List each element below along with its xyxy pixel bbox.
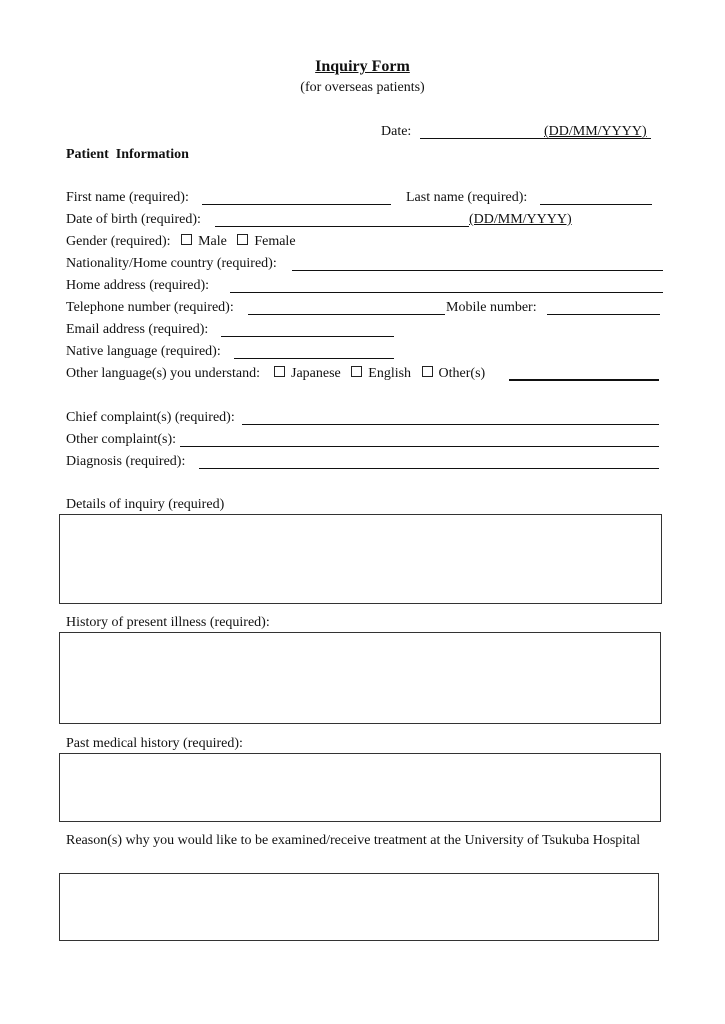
- dob-format-hint: (DD/MM/YYYY): [469, 212, 572, 227]
- native-language-field[interactable]: [234, 342, 394, 359]
- gender-male-checkbox[interactable]: [181, 234, 192, 245]
- email-field[interactable]: [221, 320, 394, 337]
- reason-textarea[interactable]: [59, 873, 659, 941]
- details-textarea[interactable]: [59, 514, 662, 604]
- chief-complaint-field[interactable]: [242, 408, 659, 425]
- gender-female-checkbox[interactable]: [237, 234, 248, 245]
- dob-label: Date of birth (required):: [66, 212, 201, 227]
- history-present-label: History of present illness (required):: [66, 615, 270, 630]
- lang-english-label: English: [368, 366, 412, 381]
- last-name-label: Last name (required):: [406, 190, 528, 205]
- page-subtitle: (for overseas patients): [300, 80, 425, 95]
- past-history-textarea[interactable]: [59, 753, 661, 822]
- date-label: Date:: [381, 124, 412, 139]
- lang-others-field[interactable]: [509, 363, 659, 381]
- first-name-label: First name (required):: [66, 190, 189, 205]
- email-label: Email address (required):: [66, 322, 209, 337]
- other-complaints-label: Other complaint(s):: [66, 432, 177, 447]
- mobile-field[interactable]: [547, 298, 660, 315]
- lang-others-label: Other(s): [438, 366, 486, 381]
- other-languages-row: [66, 365, 485, 383]
- first-name-field[interactable]: [202, 188, 391, 205]
- home-address-field[interactable]: [230, 276, 663, 293]
- gender-row: [66, 233, 296, 251]
- home-address-label: Home address (required):: [66, 278, 210, 293]
- history-present-textarea[interactable]: [59, 632, 661, 724]
- reason-label: Reason(s) why you would like to be examined/receive treatment at the University of Tsukuba Hospital: [66, 833, 641, 848]
- dob-field[interactable]: [215, 210, 469, 227]
- details-label: Details of inquiry (required): [66, 497, 225, 512]
- section-title-patient-information: Patient Information: [66, 147, 189, 162]
- date-format-hint: (DD/MM/YYYY): [544, 124, 647, 139]
- telephone-label: Telephone number (required):: [66, 300, 234, 315]
- lang-others-checkbox[interactable]: [422, 366, 433, 377]
- gender-label: Gender (required):: [66, 234, 171, 249]
- diagnosis-label: Diagnosis (required):: [66, 454, 186, 469]
- gender-male-label: Male: [198, 234, 227, 249]
- native-language-label: Native language (required):: [66, 344, 221, 359]
- lang-japanese-label: Japanese: [291, 366, 341, 381]
- lang-english-checkbox[interactable]: [351, 366, 362, 377]
- last-name-field[interactable]: [540, 188, 652, 205]
- nationality-label: Nationality/Home country (required):: [66, 256, 277, 271]
- other-complaints-field[interactable]: [180, 430, 659, 447]
- page-title: Inquiry Form: [315, 58, 410, 75]
- mobile-label: Mobile number:: [446, 300, 537, 315]
- diagnosis-field[interactable]: [199, 452, 659, 469]
- telephone-field[interactable]: [248, 298, 445, 315]
- lang-japanese-checkbox[interactable]: [274, 366, 285, 377]
- gender-female-label: Female: [254, 234, 296, 249]
- other-languages-label: Other language(s) you understand:: [66, 366, 260, 381]
- past-history-label: Past medical history (required):: [66, 736, 243, 751]
- nationality-field[interactable]: [292, 254, 663, 271]
- chief-complaint-label: Chief complaint(s) (required):: [66, 410, 235, 425]
